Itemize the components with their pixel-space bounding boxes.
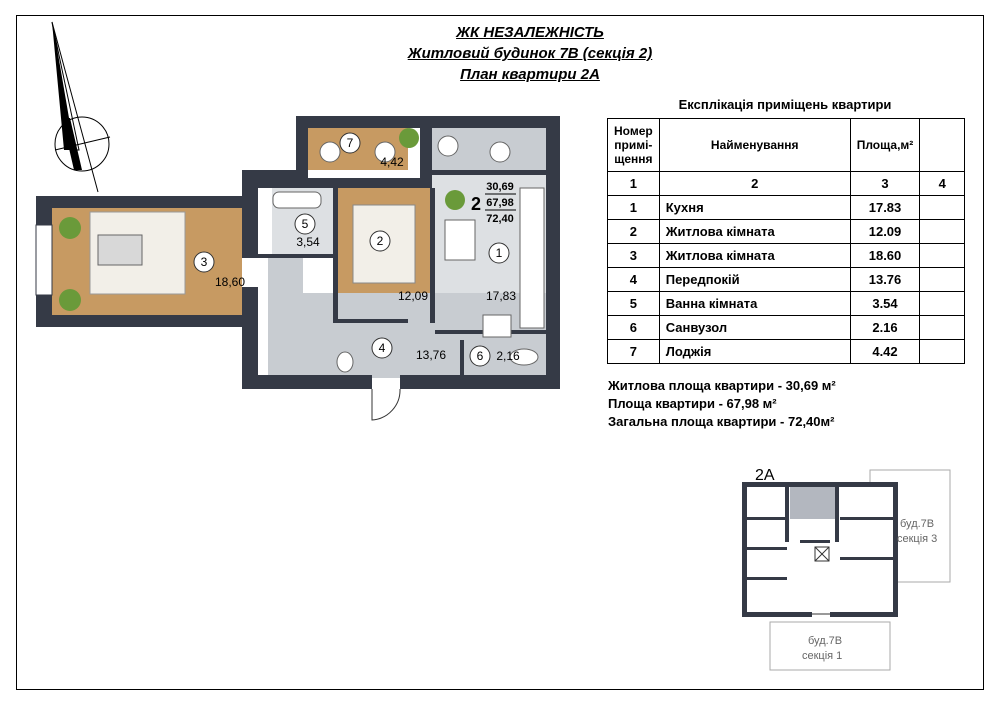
header-area: Площа,м² — [850, 119, 920, 172]
room-note — [920, 340, 965, 364]
room-3-number: 3 — [200, 255, 208, 269]
room-number: 6 — [608, 316, 660, 340]
hallway-corridor — [268, 255, 303, 295]
table-row — [608, 244, 965, 268]
room-note — [920, 316, 965, 340]
room-name: Лоджія — [659, 340, 850, 364]
room-6-number: 6 — [476, 349, 484, 363]
kitchen-counter — [520, 188, 544, 328]
toilet — [337, 352, 353, 372]
room-area: 2.16 — [850, 316, 920, 340]
room-5-number: 5 — [301, 217, 309, 231]
room-number: 7 — [608, 340, 660, 364]
key-apartment-label: 2А — [755, 467, 775, 484]
room-5-area: 3,54 — [296, 235, 320, 249]
section3-label-1: буд.7В — [900, 518, 935, 530]
apartment-area-line: Площа квартири - 67,98 м² — [608, 396, 777, 411]
section3-label-2: секція 3 — [897, 533, 938, 545]
room-name: Ванна кімната — [659, 292, 850, 316]
plant-icon — [445, 190, 465, 210]
room-area: 18.60 — [850, 244, 920, 268]
room-note — [920, 220, 965, 244]
column-number: 1 — [608, 172, 660, 196]
rooms-count: 2 — [470, 194, 482, 214]
room-note — [920, 268, 965, 292]
chair — [438, 136, 458, 156]
table-row — [608, 316, 965, 340]
table-row — [608, 268, 965, 292]
room-1-area: 17,83 — [485, 289, 517, 303]
window-left — [36, 225, 52, 295]
dining-table — [445, 220, 475, 260]
column-number: 4 — [920, 172, 965, 196]
complex-title: ЖК НЕЗАЛЕЖНІСТЬ — [456, 24, 604, 41]
table-row — [608, 220, 965, 244]
badge-total-area: 72,40 — [486, 213, 514, 225]
room-note — [920, 292, 965, 316]
room-name: Житлова кімната — [659, 244, 850, 268]
room-2-area: 12,09 — [397, 289, 429, 303]
header-notes — [920, 119, 965, 172]
room-number: 3 — [608, 244, 660, 268]
explication-caption: Експлікація приміщень квартири — [678, 97, 892, 112]
apartment-plan-title: План квартири 2А — [460, 66, 600, 83]
room-area: 12.09 — [850, 220, 920, 244]
highlighted-apartment — [790, 484, 835, 519]
room-3-area: 18,60 — [214, 275, 246, 289]
total-area-line: Загальна площа квартири - 72,40м² — [608, 414, 835, 429]
room-2-number: 2 — [376, 234, 384, 248]
room-note — [920, 196, 965, 220]
room-1-number: 1 — [495, 246, 503, 260]
room-name: Санвузол — [659, 316, 850, 340]
explication-table — [607, 118, 965, 364]
plant-icon — [59, 217, 81, 239]
room-4-number: 4 — [378, 341, 386, 355]
section1-label-2: секція 1 — [802, 650, 843, 662]
room-number: 5 — [608, 292, 660, 316]
plant-icon — [399, 128, 419, 148]
area-summary — [608, 377, 836, 431]
building-title: Житловий будинок 7В (секція 2) — [407, 45, 653, 62]
plant-icon — [59, 289, 81, 311]
key-plan — [720, 462, 970, 677]
living-area-line: Житлова площа квартири - 30,69 м² — [608, 378, 836, 393]
chair — [320, 142, 340, 162]
room-area: 17.83 — [850, 196, 920, 220]
badge-apartment-area: 67,98 — [486, 197, 514, 209]
room-6-area: 2,16 — [496, 349, 520, 363]
bathtub — [273, 192, 321, 208]
room-number: 2 — [608, 220, 660, 244]
room-name: Кухня — [659, 196, 850, 220]
room-number: 4 — [608, 268, 660, 292]
room-area: 3.54 — [850, 292, 920, 316]
room-name: Житлова кімната — [659, 220, 850, 244]
column-number: 2 — [659, 172, 850, 196]
header-name: Найменування — [659, 119, 850, 172]
room-number: 1 — [608, 196, 660, 220]
section1-label-1: буд.7В — [808, 635, 843, 647]
sofa — [98, 235, 142, 265]
table-row — [608, 292, 965, 316]
stove — [483, 315, 511, 337]
chair — [490, 142, 510, 162]
badge-living-area: 30,69 — [486, 181, 514, 193]
table-row — [608, 340, 965, 364]
room-7-number: 7 — [346, 136, 354, 150]
entrance-door — [372, 389, 400, 420]
header-number: Номер примі-щення — [608, 119, 660, 172]
room-area: 4.42 — [850, 340, 920, 364]
room-area: 13.76 — [850, 268, 920, 292]
room-7-area: 4,42 — [380, 155, 404, 169]
column-number: 3 — [850, 172, 920, 196]
room-name: Передпокій — [659, 268, 850, 292]
room-note — [920, 244, 965, 268]
room-4-area: 13,76 — [415, 348, 447, 362]
table-row — [608, 196, 965, 220]
